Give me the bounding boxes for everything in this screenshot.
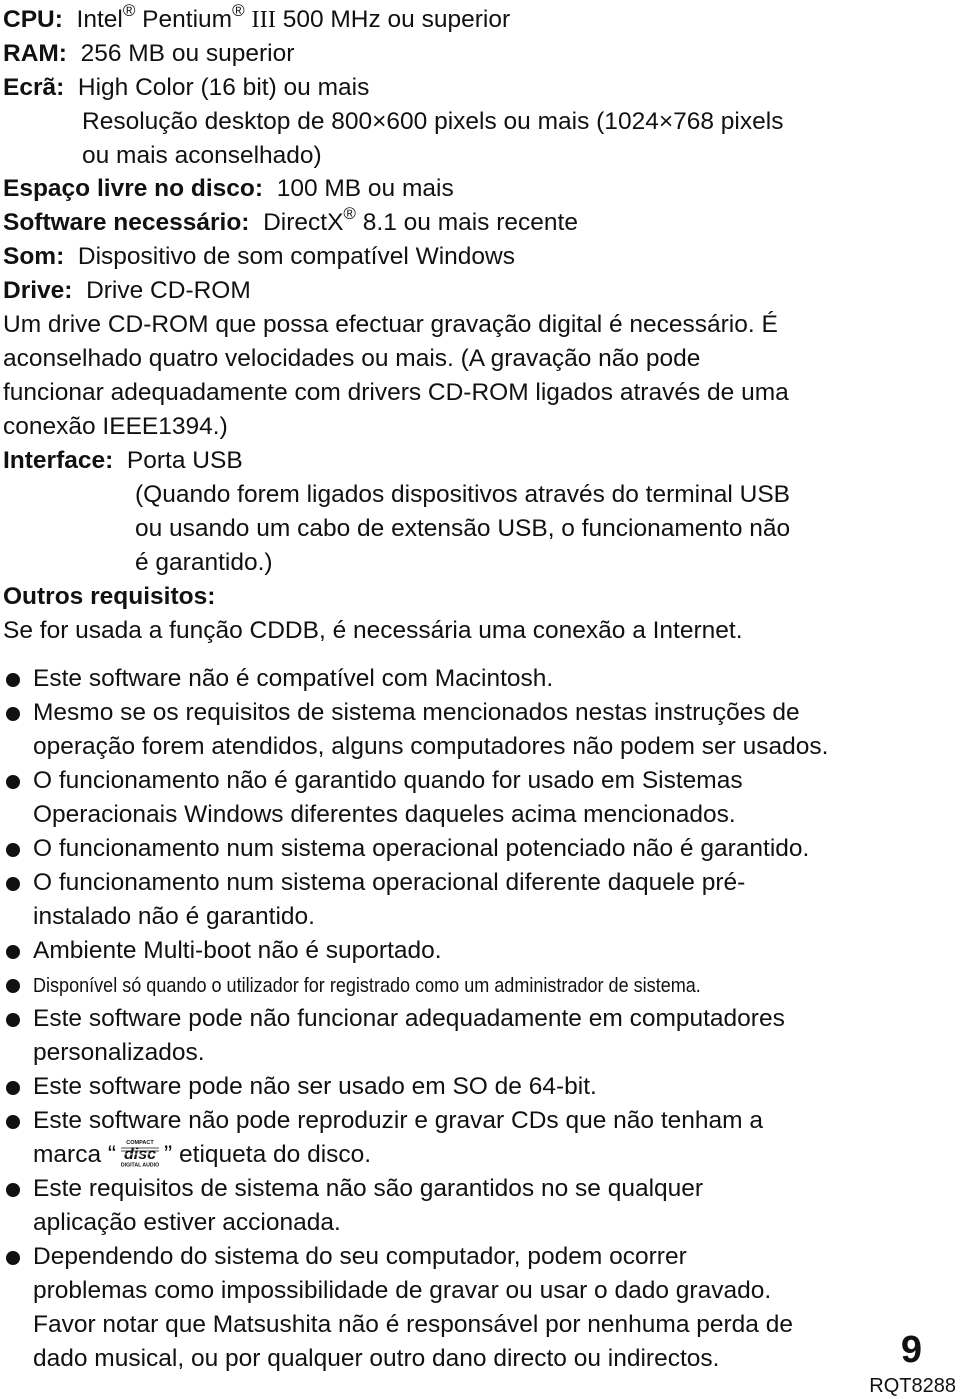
interface-label: Interface:: [3, 447, 114, 474]
list-item-line: problemas como impossibilidade de gravar ou usar o dado gravado.: [33, 1277, 772, 1304]
other-requirements-label: Outros requisitos:: [3, 583, 216, 610]
list-item-line: aplicação estiver accionada.: [33, 1209, 341, 1236]
drive-description-line: Um drive CD-ROM que possa efectuar gravação digital é necessário. É: [3, 311, 778, 338]
cpu-value: 500 MHz ou superior: [282, 6, 511, 33]
screen-label: Ecrã:: [3, 74, 65, 101]
bullet-icon: [6, 1081, 20, 1095]
interface-description-line: (Quando forem ligados dispositivos através do terminal USB: [135, 481, 791, 508]
bullet-icon: [6, 945, 20, 959]
ram-value: 256 MB ou superior: [80, 40, 295, 67]
list-item-line: Este software pode não ser usado em SO de 64-bit.: [33, 1073, 597, 1100]
sound-row: [3, 240, 515, 274]
interface-row: [3, 444, 243, 478]
disk-value: 100 MB ou mais: [276, 175, 454, 202]
bullet-icon: [6, 1013, 20, 1027]
list-item-text: Disponível só quando o utilizador for registrado como um administrador de sistema.: [33, 974, 701, 997]
interface-description-line: é garantido.): [135, 549, 273, 576]
registered-mark: ®: [232, 0, 245, 20]
list-item-line: Este software não pode reproduzir e gravar CDs que não tenham a: [33, 1107, 763, 1134]
drive-description-line: funcionar adequadamente com drivers CD-ROM ligados através de uma: [3, 379, 789, 406]
bullet-icon: [6, 775, 20, 789]
other-requirements-value: Se for usada a função CDDB, é necessária uma conexão a Internet.: [3, 617, 743, 644]
interface-description-line: ou usando um cabo de extensão USB, o funcionamento não: [135, 515, 791, 542]
list-item-line: Favor notar que Matsushita não é responsável por nenhuma perda de: [33, 1311, 793, 1338]
cd-logo-top-text: COMPACT: [126, 1139, 154, 1146]
other-requirements-row: [3, 580, 215, 614]
compact-disc-logo-icon: [116, 1138, 164, 1168]
drive-description-line: aconselhado quatro velocidades ou mais. (A gravação não pode: [3, 345, 701, 372]
registered-mark: ®: [343, 203, 356, 223]
ram-row: [3, 37, 294, 71]
cpu-brand: Intel: [76, 6, 123, 33]
cpu-model: Pentium: [142, 6, 233, 33]
drive-value: Drive CD-ROM: [86, 277, 251, 304]
list-item-line: instalado não é garantido.: [33, 903, 315, 930]
sound-value: Dispositivo de som compatível Windows: [77, 243, 515, 270]
bullet-icon: [6, 843, 20, 857]
list-item-line: O funcionamento não é garantido quando for usado em Sistemas: [33, 767, 743, 794]
disk-label: Espaço livre no disco:: [3, 175, 264, 202]
bullet-icon: [6, 1183, 20, 1197]
ram-label: RAM:: [3, 40, 67, 67]
screen-resolution-line: ou mais aconselhado): [82, 142, 322, 169]
cd-logo-bottom-text: DIGITAL AUDIO: [120, 1162, 160, 1168]
screen-row: [3, 71, 369, 105]
sound-label: Som:: [3, 243, 65, 270]
registered-mark: ®: [122, 0, 136, 20]
list-item-line: [33, 968, 792, 1002]
list-item-line: [33, 1138, 371, 1172]
bullet-icon: [6, 1251, 20, 1265]
list-item-line: Operacionais Windows diferentes daqueles acima mencionados.: [33, 801, 736, 828]
bullet-icon: [6, 673, 20, 687]
cpu-roman: III: [251, 6, 276, 33]
drive-row: [3, 274, 251, 308]
drive-label: Drive:: [3, 277, 73, 304]
screen-resolution-line: Resolução desktop de 800×600 pixels ou mais (1024×768 pixels: [82, 108, 784, 135]
list-item-line: personalizados.: [33, 1039, 205, 1066]
bullet-icon: [6, 877, 20, 891]
bullet-icon: [6, 707, 20, 721]
list-item-line: Este software pode não funcionar adequadamente em computadores: [33, 1005, 785, 1032]
software-row: [3, 203, 578, 240]
list-item-line: Mesmo se os requisitos de sistema mencionados nestas instruções de: [33, 699, 800, 726]
page-number: 9: [900, 1329, 922, 1371]
software-label: Software necessário:: [3, 209, 250, 236]
list-item-line: Dependendo do sistema do seu computador, podem ocorrer: [33, 1243, 687, 1270]
cpu-row: [3, 0, 511, 37]
list-item-text: ” etiqueta do disco.: [164, 1141, 372, 1168]
bullet-icon: [6, 979, 20, 993]
list-item-line: operação forem atendidos, alguns computadores não podem ser usados.: [33, 733, 829, 760]
software-brand: DirectX: [263, 209, 344, 236]
bullet-icon: [6, 1115, 20, 1129]
list-item-line: O funcionamento num sistema operacional diferente daquele pré-: [33, 869, 746, 896]
list-item-line: Ambiente Multi-boot não é suportado.: [33, 937, 442, 964]
disk-row: [3, 172, 454, 206]
cd-logo-main-text: disc: [124, 1145, 157, 1163]
software-value: 8.1 ou mais recente: [362, 209, 578, 236]
drive-description-line: conexão IEEE1394.): [3, 413, 228, 440]
document-code: RQT8288: [869, 1375, 956, 1397]
list-item-line: Este software não é compatível com Macintosh.: [33, 665, 554, 692]
screen-value: High Color (16 bit) ou mais: [77, 74, 370, 101]
list-item-line: dado musical, ou por qualquer outro dano directo ou indirectos.: [33, 1345, 720, 1372]
list-item-line: O funcionamento num sistema operacional potenciado não é garantido.: [33, 835, 810, 862]
cpu-label: CPU:: [3, 6, 63, 33]
interface-value: Porta USB: [126, 447, 243, 474]
list-item-text: marca “: [33, 1141, 117, 1168]
list-item-line: Este requisitos de sistema não são garantidos no se qualquer: [33, 1175, 704, 1202]
